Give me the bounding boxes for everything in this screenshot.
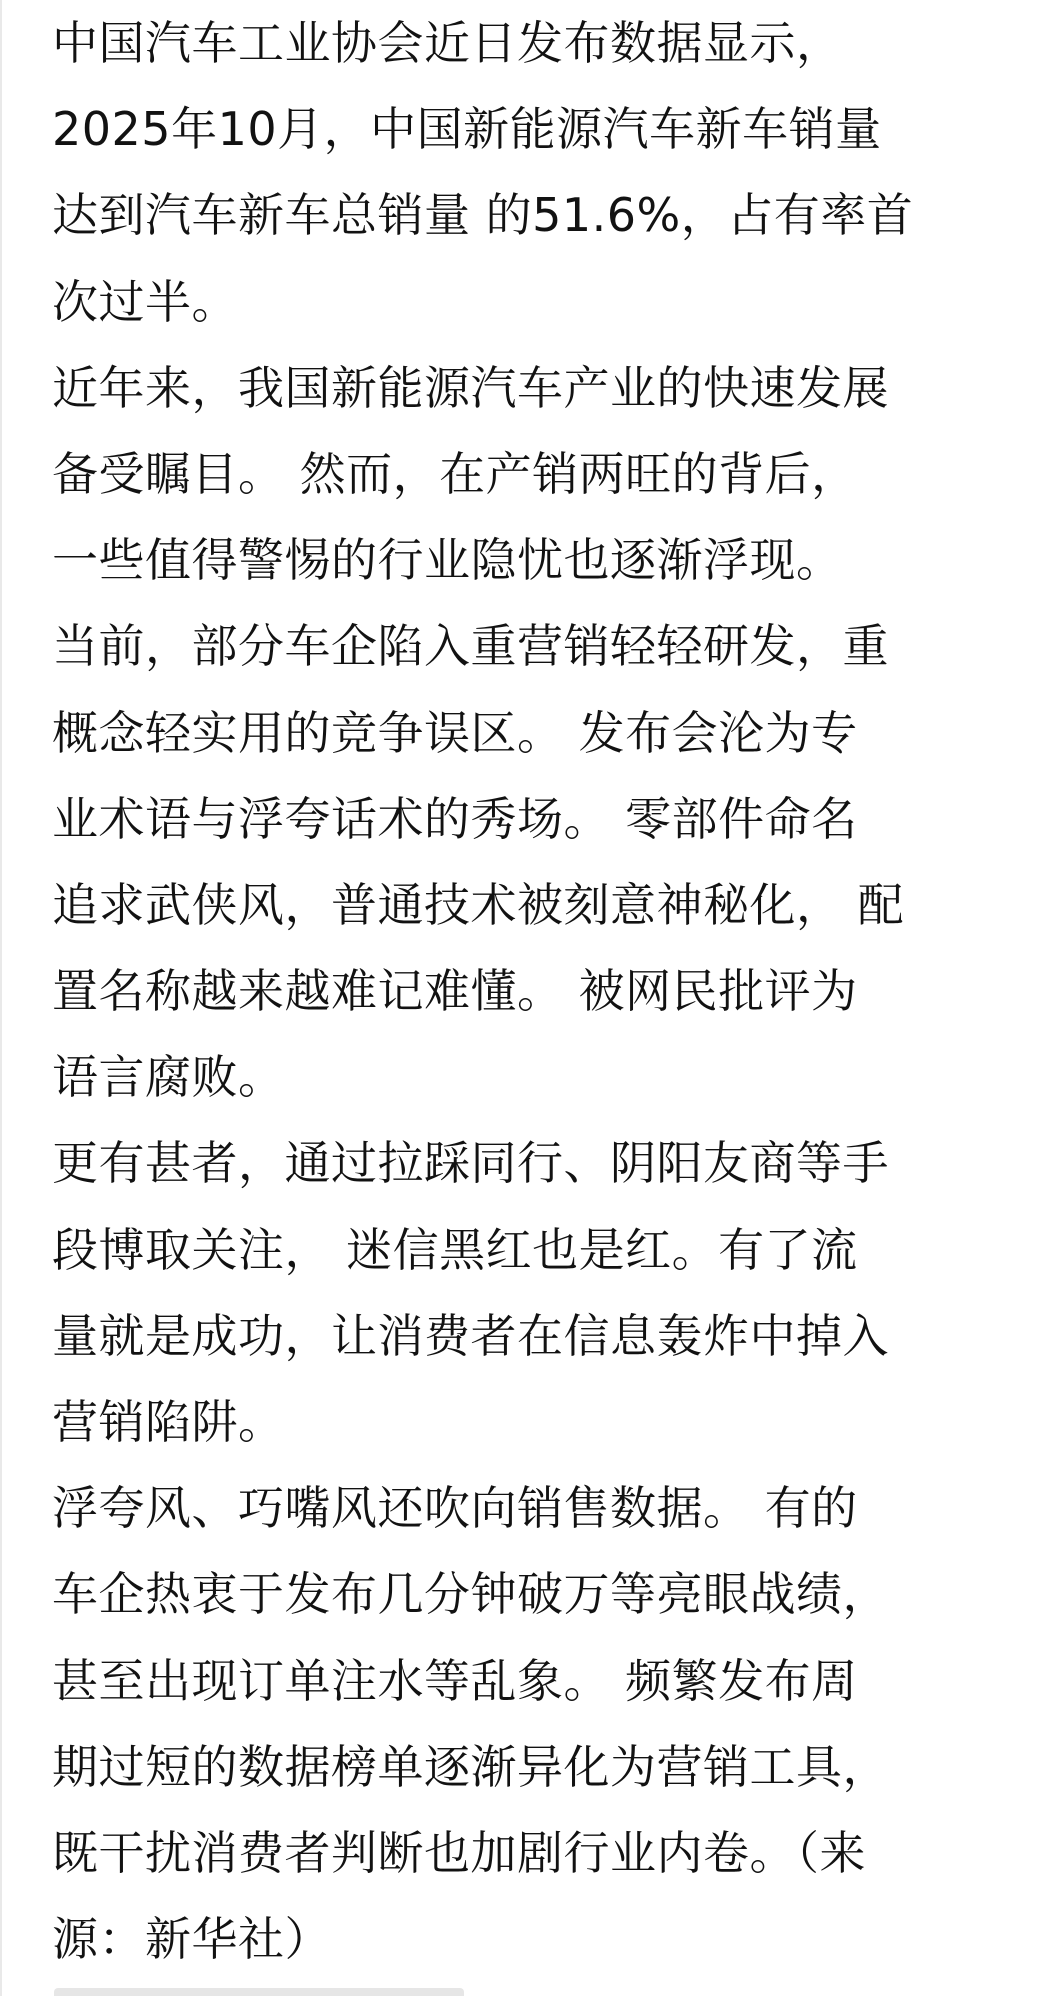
- text-line: 近年来，我国新能源汽车产业的快速发展: [52, 360, 889, 415]
- text-line: 追求武侠风，普通技术被刻意神秘化， 配: [52, 877, 905, 932]
- left-divider: [0, 0, 2, 1996]
- text-line: 段博取关注， 迷信黑红也是红。有了流: [52, 1222, 858, 1277]
- text-line: 备受瞩目。 然而，在产销两旺的背后，: [52, 446, 858, 501]
- text-line: 甚至出现订单注水等乱象。 频繁发布周: [52, 1653, 858, 1708]
- text-line: 期过短的数据榜单逐渐异化为营销工具，: [52, 1739, 889, 1794]
- scroll-edge-bar: [54, 1988, 464, 1996]
- text-line: 2025年10月，中国新能源汽车新车销量: [52, 102, 882, 157]
- text-line: 更有甚者，通过拉踩同行、阴阳友商等手: [52, 1136, 889, 1191]
- article-body: [52, 0, 1032, 1982]
- text-line: 置名称越来越难记难懂。 被网民批评为: [52, 964, 858, 1019]
- text-line: 源：新华社）: [52, 1912, 331, 1967]
- text-line: 营销陷阱。: [52, 1395, 285, 1449]
- text-line: 概念轻实用的竞争误区。 发布会沦为专: [52, 705, 858, 760]
- text-line: 次过半。: [52, 274, 238, 329]
- text-line: 车企热衷于发布几分钟破万等亮眼战绩，: [52, 1567, 889, 1622]
- text-line: 业术语与浮夸话术的秀场。 零部件命名: [52, 791, 858, 846]
- text-line: 中国汽车工业协会近日发布数据显示，: [52, 16, 843, 70]
- text-line: 语言腐败。: [52, 1050, 285, 1105]
- text-line: 当前，部分车企陷入重营销轻轻研发，重: [52, 619, 889, 674]
- text-line: 达到汽车新车总销量 的51.6%，占有率首: [52, 188, 914, 243]
- text-line: 量就是成功，让消费者在信息轰炸中掉入: [52, 1308, 889, 1363]
- text-line: 既干扰消费者判断也加剧行业内卷。（来: [52, 1825, 866, 1880]
- text-line: 一些值得警惕的行业隐忧也逐渐浮现。: [52, 533, 843, 588]
- text-line: 浮夸风、巧嘴风还吹向销售数据。 有的: [52, 1481, 858, 1536]
